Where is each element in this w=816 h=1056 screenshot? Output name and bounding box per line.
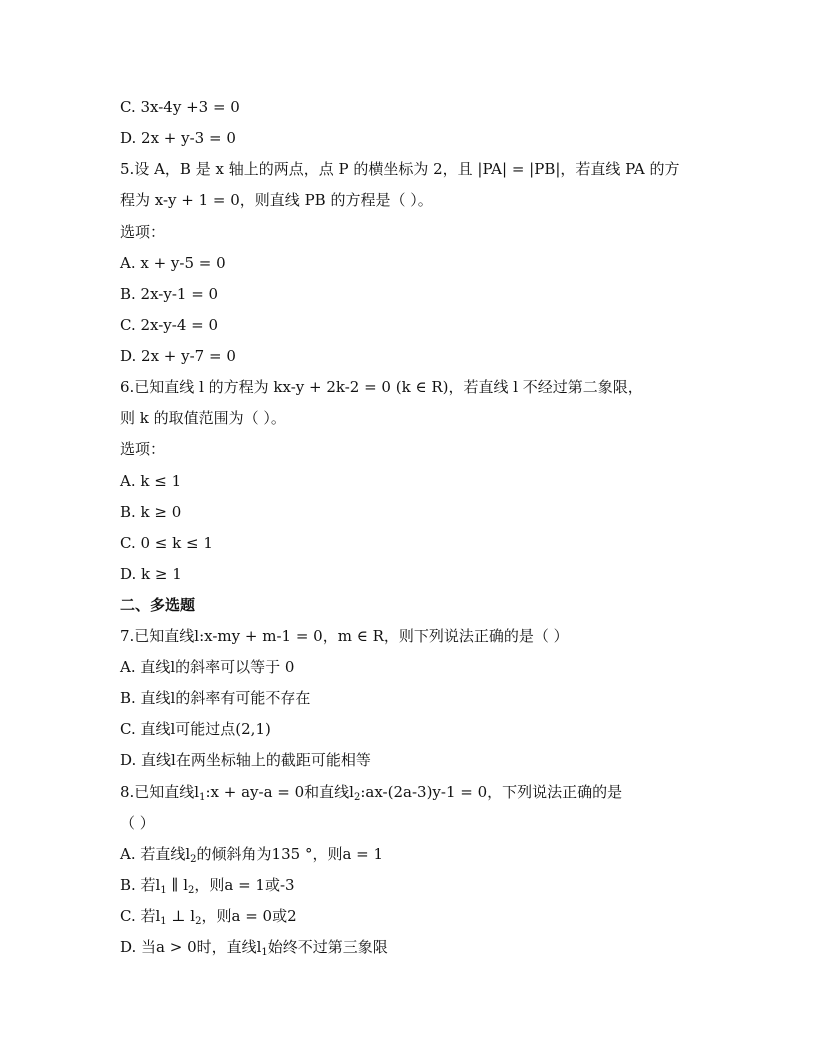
q8-stem-part: :ax-(2a-3)y-1 = 0，下列说法正确的是 [360,783,623,801]
q6-option-d: D. k ≥ 1 [120,565,182,583]
q7-option-d: D. 直线l在两坐标轴上的截距可能相等 [120,751,371,769]
option-text: 的倾斜角为135 °，则a = 1 [196,845,384,863]
q5-stem-line1: 5.设 A，B 是 x 轴上的两点，点 P 的横坐标为 2，且 |PA| = |PB|，若直线 PA 的方 [120,160,680,178]
q8-stem-line2: （ ） [120,814,155,832]
q5-stem-line2: 程为 x-y + 1 = 0，则直线 PB 的方程是（ ）。 [120,191,433,209]
subscript: 2 [188,885,195,896]
section-title: 二、多选题 [120,596,196,614]
q7-option-b: B. 直线l的斜率有可能不存在 [120,689,311,707]
option-text: ∥ l [166,876,188,894]
q6-option-b: B. k ≥ 0 [120,503,182,521]
option-text: ⊥ l [166,907,196,925]
option-text: B. 若l [120,876,161,894]
q6-options-label: 选项： [120,440,166,458]
subscript: 2 [353,792,361,803]
q5-option-b: B. 2x-y-1 = 0 [120,285,219,303]
q5-option-d: D. 2x + y-7 = 0 [120,347,236,365]
option-text: 始终不过第三象限 [267,938,388,956]
q8-stem-part: 8.已知直线l [120,783,200,801]
q7-option-c: C. 直线l可能过点(2,1) [120,720,271,738]
q8-option-b [120,875,295,895]
q7-stem: 7.已知直线l:x-my + m-1 = 0，m ∈ R，则下列说法正确的是（ ） [120,627,569,645]
q8-option-a [120,844,383,864]
subscript: 1 [160,916,167,927]
q5-option-c: C. 2x-y-4 = 0 [120,316,219,334]
q5-options-label: 选项： [120,223,166,241]
q5-option-a: A. x + y-5 = 0 [120,254,226,272]
q6-stem-line2: 则 k 的取值范围为（ ）。 [120,409,286,427]
q7-option-a: A. 直线l的斜率可以等于 0 [120,658,295,676]
q4-option-c: C. 3x-4y +3 = 0 [120,98,240,116]
subscript: 1 [199,792,206,803]
q6-option-a: A. k ≤ 1 [120,472,182,490]
option-text: D. 当a > 0时，直线l [120,938,262,956]
subscript: 2 [195,916,202,927]
q6-option-c: C. 0 ≤ k ≤ 1 [120,534,213,552]
option-text: A. 若直线l [120,845,191,863]
option-text: C. 若l [120,907,161,925]
q8-option-c [120,906,297,926]
subscript: 2 [190,854,197,865]
option-text: ，则a = 1或-3 [194,876,295,894]
q8-stem-line1 [120,782,622,802]
q6-stem-line1: 6.已知直线 l 的方程为 kx-y + 2k-2 = 0 (k ∈ R)，若直线 l 不经过第二象限， [120,378,643,396]
q8-option-d [120,937,388,957]
subscript: 1 [160,885,167,896]
q4-option-d: D. 2x + y-3 = 0 [120,129,236,147]
option-text: ，则a = 0或2 [201,907,297,925]
q8-stem-part: :x + ay-a = 0和直线l [205,783,354,801]
subscript: 1 [261,947,268,958]
